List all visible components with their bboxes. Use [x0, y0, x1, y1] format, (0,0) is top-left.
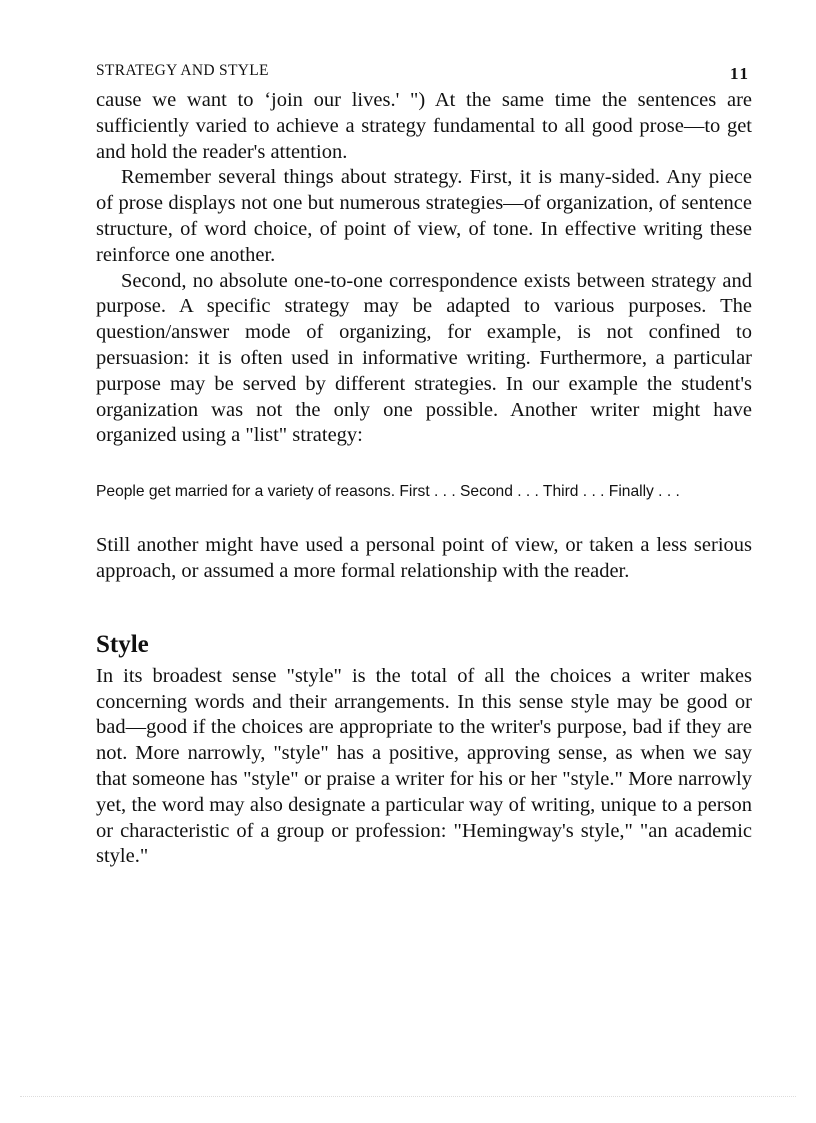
- page-number: 11: [729, 64, 750, 83]
- book-page: [96, 62, 752, 870]
- after-example-paragraph: Still another might have used a personal point of view, or taken a less serious approach, or assumed a more formal relationship with the reader.: [96, 534, 752, 582]
- list-strategy-example: People get married for a variety of reasons. First . . . Second . . . Third . . . Finally . . .: [96, 483, 680, 501]
- continued-paragraph: cause we want to ‘join our lives.' ") At the same time the sentences are sufficiently varied to achieve a strategy fundamental to all good prose—to get and hold the reader's attention.: [96, 89, 752, 163]
- running-head: [96, 62, 752, 88]
- section-heading-style: Style: [96, 630, 149, 658]
- strategy-paragraph-1: Remember several things about strategy. First, it is many-sided. Any piece of prose displays not one but numerous strategies—of organization, of sentence structure, of word choice, of point of view, of tone. In effective writing these reinforce one another.: [96, 166, 752, 266]
- running-title: STRATEGY AND STYLE: [96, 62, 269, 79]
- strategy-paragraph-2: Second, no absolute one-to-one correspondence exists between strategy and purpose. A specific strategy may be adapted to various purposes. The question/answer mode of organizing, for example, is not confined to persuasion: it is often used in informative writing. Furthermore, a particular purpose may be served by different strategies. In our example the student's organization was not the only one possible. Another writer might have organized using a "list" strategy:: [96, 269, 752, 447]
- footer-rule: [20, 1096, 796, 1097]
- style-paragraph: In its broadest sense "style" is the total of all the choices a writer makes concerning words and their arrangements. In this sense style may be good or bad—good if the choices are appropriate to the writer's purpose, bad if they are not. More narrowly, "style" has a positive, approving sense, as when we say that someone has "style" or praise a writer for his or her "style." More narrowly yet, the word may also designate a particular way of writing, unique to a person or characteristic of a group or profession: "Hemingway's style," "an academic style.": [96, 664, 752, 868]
